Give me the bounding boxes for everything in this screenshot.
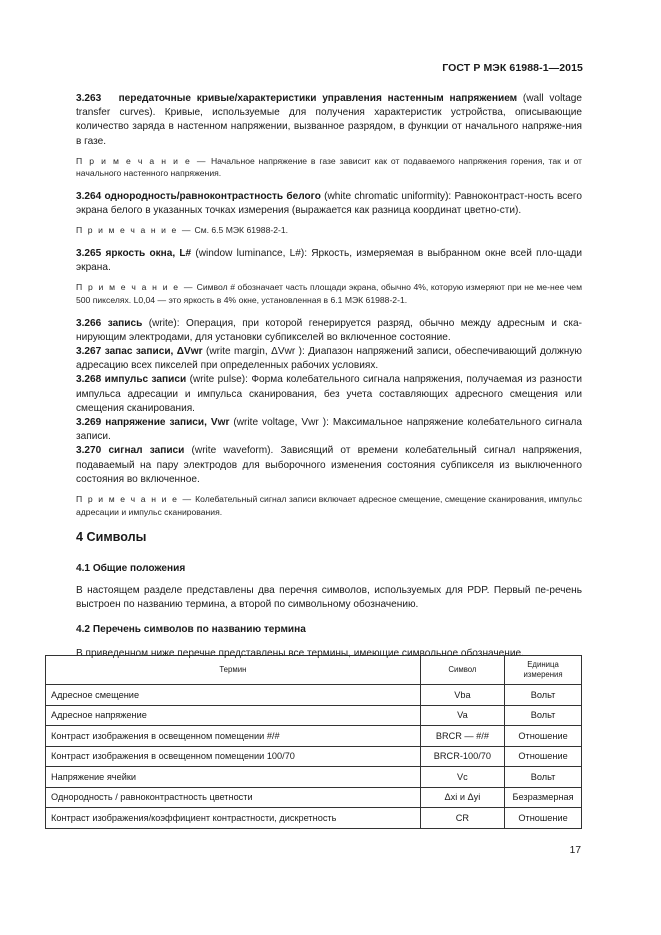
table-header-row (46, 656, 582, 685)
unit-cell: Отношение (505, 808, 582, 829)
symbol-cell: CR (420, 808, 504, 829)
note-text: См. 6.5 МЭК 61988-2-1. (194, 225, 289, 236)
entry-term: яркость окна, L# (105, 248, 192, 259)
entry-number: 3.265 (76, 248, 102, 259)
symbol-cell: Vba (420, 685, 504, 706)
column-header: Символ (420, 656, 504, 685)
unit-cell: Отношение (505, 726, 582, 747)
document-body (76, 92, 582, 518)
term-cell: Адресное напряжение (46, 705, 421, 726)
section-body (76, 562, 582, 661)
subsection-heading: 4.1 Общие положения (76, 563, 186, 574)
note (76, 155, 582, 180)
symbol-cell: Vc (420, 767, 504, 788)
entry-term: передаточные кривые/характеристики управления настенным напряжением (118, 93, 518, 104)
symbol-cell: BRCR-100/70 (420, 746, 504, 767)
term-cell: Напряжение ячейки (46, 767, 421, 788)
entry-number: 3.268 (76, 374, 102, 386)
term-cell: Контраст изображения/коэффициент контрастности, дискретность (46, 808, 421, 829)
unit-cell: Безразмерная (505, 787, 582, 808)
subsection-heading: 4.2 Перечень символов по названию термина (76, 623, 306, 635)
note-text: Колебательный сигнал записи включает адресное смещение, смещение сканирования, импульс адресации и импульс сканирования. (76, 494, 583, 517)
entry-3-263 (76, 92, 582, 149)
column-header-line: измерения (523, 670, 563, 679)
note-text: Начальное напряжение в газе зависит как от подаваемого напряжения горения, так и от начального настенного напряжения. (76, 155, 582, 179)
table-row (46, 685, 582, 706)
entry-3-265 (76, 247, 582, 275)
entry-text: (write pulse): Форма колебательного сигнала напряжения, получаемая из разности импульса адресации и импульса сканирования, без учета составляющих адресного смещения или смещения сканирования. (76, 374, 582, 414)
entry-term: запись (107, 317, 143, 329)
table-row (46, 746, 582, 767)
note (76, 224, 582, 237)
entry-number: 3.269 (76, 417, 102, 429)
section-heading: 4 Символы (76, 530, 147, 544)
table-row (46, 726, 582, 747)
entry-text: (write): Операция, при которой генерируется разряд, обычно между адресным и ска-нирующим электродами, для установки субпикселей во включенное состояние. (76, 317, 582, 343)
symbol-cell: Δxi и Δyi (420, 787, 504, 808)
entry-term: напряжение записи, Vwr (105, 417, 230, 429)
entry-3-270 (76, 444, 582, 487)
entry-text: (wall voltage transfer curves). Кривые, используемые для получения характеристик устройства, описывающие количество заряда в настенном напряжении, вызванное разрядом, в функции от начального напряже-ния в газе. (76, 93, 582, 147)
note-label: П р и м е ч а н и е — (76, 282, 195, 293)
note (76, 493, 582, 518)
table-row (46, 808, 582, 829)
entry-3-267 (76, 345, 582, 373)
page-number: 17 (569, 845, 581, 856)
table-row (46, 767, 582, 788)
note-label: П р и м е ч а н и е — (76, 494, 193, 505)
entry-term: однородность/равноконтрастность белого (104, 191, 321, 202)
unit-cell: Отношение (505, 746, 582, 767)
term-cell: Контраст изображения в освещенном помещении 100/70 (46, 746, 421, 767)
note-text: Символ # обозначает часть площади экрана, обычно 4%, которую измеряют при не ме-нее чем 500 пикселях. L0,04 — это яркость в 4% окне, установленная в 6.1 МЭК 61988-2-1. (76, 282, 582, 305)
entry-3-266 (76, 317, 582, 345)
entry-number: 3.270 (76, 445, 102, 457)
entry-term: сигнал записи (108, 445, 185, 457)
entry-text: (write voltage, Vwr ): Максимальное напряжение колебательного сигнала записи. (76, 417, 582, 443)
column-header: Термин (46, 656, 421, 685)
note (76, 281, 582, 306)
paragraph: В приведенном ниже перечне представлены все термины, имеющие символьное обозначение. (76, 647, 524, 659)
column-header (505, 656, 582, 685)
column-header-line: Единица (527, 660, 559, 669)
entry-number: 3.263 (76, 93, 102, 104)
unit-cell: Вольт (505, 767, 582, 788)
entry-number: 3.267 (76, 346, 102, 357)
term-cell: Адресное смещение (46, 685, 421, 706)
term-cell: Однородность / равноконтрастность цветности (46, 787, 421, 808)
unit-cell: Вольт (505, 705, 582, 726)
table-row (46, 705, 582, 726)
entry-3-264 (76, 190, 582, 218)
entry-number: 3.264 (76, 191, 102, 202)
entry-3-269 (76, 416, 582, 444)
unit-cell: Вольт (505, 685, 582, 706)
entry-term: запас записи, ΔVwr (104, 346, 203, 357)
paragraph: В настоящем разделе представлены два перечня символов, используемых для PDP. Первый пе-речень выстроен по названию термина, а второй по символьному обозначению. (76, 585, 582, 611)
entry-text: (write waveform). Зависящий от времени колебательный сигнал напряжения, подаваемый на пару электродов для выборочного изменения состояния субпикселя из выключенного состояния во включенное. (76, 445, 583, 485)
standard-header: ГОСТ Р МЭК 61988-1—2015 (442, 62, 583, 74)
entry-number: 3.266 (76, 317, 102, 329)
entry-text: (window luminance, L#): Яркость, измеряемая в выбранном окне всей пло-щади экрана. (76, 248, 583, 274)
table-row (46, 787, 582, 808)
entry-text: (write margin, ΔVwr ): Диапазон напряжений записи, обеспечивающий должную адресацию всех пикселей при определенных рабочих условиях. (76, 346, 583, 372)
symbols-table (45, 655, 582, 829)
note-label: П р и м е ч а н и е — (76, 225, 193, 236)
entry-3-268 (76, 373, 582, 416)
symbol-cell: BRCR — #/# (420, 726, 504, 747)
term-cell: Контраст изображения в освещенном помещении #/# (46, 726, 421, 747)
entry-term: импульс записи (104, 374, 187, 386)
symbol-cell: Va (420, 705, 504, 726)
entry-text: (white chromatic uniformity): Равноконтраст-ность всего экрана белого в указанных точках измерения (выражается как разница координат цветно-сти). (76, 191, 582, 217)
note-label: П р и м е ч а н и е — (76, 155, 208, 166)
